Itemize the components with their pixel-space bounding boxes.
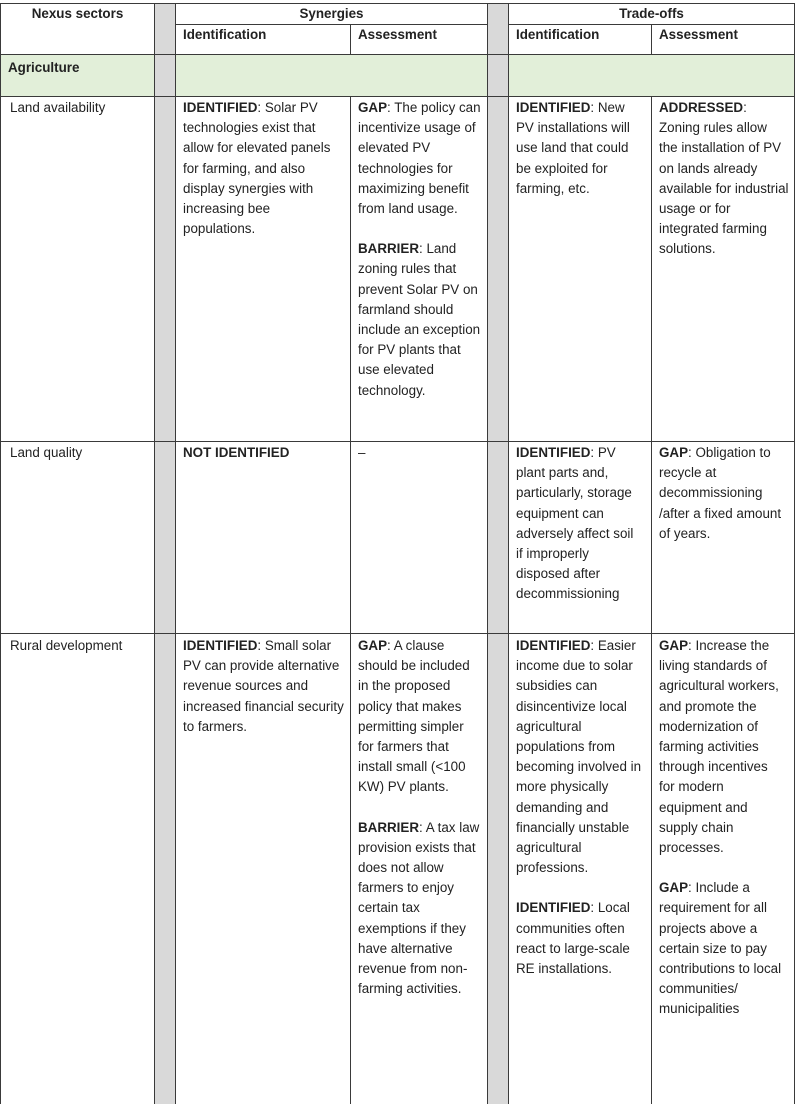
header-tr-assessment: Assessment [659, 27, 738, 42]
cell-tag: BARRIER [358, 241, 420, 257]
rule-after-row-1 [0, 441, 795, 442]
row-2-tr-assessment [659, 443, 789, 544]
cell-tag: ADDRESSED [659, 100, 744, 115]
cell-text: : Solar PV technologies exist that allow for elevated panels for farming, and also display synergies with increasing bee populations. [183, 100, 331, 237]
header-tr-identification: Identification [516, 27, 600, 42]
row-2-syn-assessment [358, 443, 484, 463]
header-syn-assessment: Assessment [358, 27, 437, 42]
cell-tag: GAP [358, 100, 388, 115]
row-3-syn-identification [183, 636, 345, 737]
rule-v-tr-mid [651, 24, 652, 55]
cell-text: : New PV installations will use land that could be exploited for farming, etc. [516, 100, 630, 196]
cell-paragraph [659, 98, 789, 260]
rule-v-syn-mid-2 [350, 96, 351, 1104]
row-3-syn-assessment [358, 636, 480, 999]
cell-tag: IDENTIFIED [516, 445, 591, 460]
cell-paragraph [358, 818, 480, 1000]
cell-tag: IDENTIFIED [516, 900, 591, 916]
cell-paragraph [516, 636, 642, 878]
cell-tag: IDENTIFIED [516, 100, 591, 115]
cell-text: : A tax law provision exists that does not allow farmers to enjoy certain tax exemptions if they have alternative revenue from non-farming activities. [358, 819, 480, 997]
cell-paragraph [183, 98, 345, 239]
rule-v-tr-mid-2 [651, 96, 652, 1104]
header-syn-identification: Identification [183, 27, 267, 42]
rule-v-sep2a [487, 3, 488, 1104]
row-3-tr-identification [516, 636, 642, 979]
cell-paragraph [183, 636, 345, 737]
cell-paragraph [516, 443, 636, 605]
rule-after-row-2 [0, 633, 795, 634]
row-2-sector: Land quality [10, 445, 83, 460]
section-agriculture: Agriculture [8, 60, 80, 75]
cell-tag: GAP [659, 880, 689, 896]
row-2-syn-identification [183, 443, 345, 463]
separator-column-left [154, 3, 175, 1104]
cell-tag: IDENTIFIED [516, 638, 591, 653]
cell-tag: GAP [659, 638, 689, 653]
cell-text: : Easier income due to solar subsidies can disincentivize local agricultural populations from becoming involved in more physically demanding and financially unstable agricultural professions. [516, 638, 642, 876]
row-3-sector: Rural development [10, 638, 123, 653]
cell-text: : PV plant parts and, particularly, storage equipment can adversely affect soil if improperly disposed after decommissioning [516, 445, 634, 602]
cell-paragraph [659, 878, 787, 1019]
cell-tag: GAP [659, 445, 689, 460]
cell-text: : Increase the living standards of agricultural workers, and promote the modernization of farming activities through incentives for modern equipment and supply chain processes. [659, 638, 779, 856]
row-1-syn-identification [183, 98, 345, 239]
rule-after-section [0, 96, 795, 97]
rule-v-sep2b [508, 3, 509, 1104]
header-tradeoffs: Trade-offs [619, 6, 684, 21]
rule-v-sep1a [154, 3, 155, 1104]
cell-tag: IDENTIFIED [183, 100, 258, 115]
row-1-syn-assessment [358, 98, 484, 401]
cell-paragraph [358, 239, 484, 401]
section-band-3 [509, 55, 794, 96]
cell-paragraph [516, 98, 646, 199]
cell-paragraph [358, 98, 484, 219]
cell-tag: IDENTIFIED [183, 638, 258, 653]
section-band-2 [176, 55, 487, 96]
cell-text: : Land zoning rules that prevent Solar PV on farmland should include an exception for PV plants that use elevated technology. [358, 241, 481, 398]
cell-tag: BARRIER [358, 819, 420, 835]
cell-text: : A clause should be included in the proposed policy that makes permitting simpler for farmers that install small (<100 KW) PV plants. [358, 638, 470, 795]
cell-text: : Include a requirement for all projects above a certain size to pay contributions to local communities/ municipalities [659, 880, 782, 1017]
cell-paragraph [516, 898, 642, 979]
row-1-tr-identification [516, 98, 646, 199]
row-1-sector: Land availability [10, 100, 106, 115]
cell-text: : Small solar PV can provide alternative revenue sources and increased financial security to farmers. [183, 638, 344, 734]
cell-paragraph [358, 443, 484, 463]
cell-text: : Local communities often react to large-scale RE installations. [516, 900, 630, 977]
cell-text: : Obligation to recycle at decommissioning /after a fixed amount of years. [659, 445, 782, 541]
rule-v-sep1b [175, 3, 176, 1104]
cell-paragraph [358, 636, 480, 798]
cell-paragraph [183, 443, 345, 463]
cell-paragraph [659, 636, 787, 858]
rule-after-header [0, 54, 795, 55]
separator-column-right [487, 3, 508, 1104]
header-nexus-sectors: Nexus sectors [31, 6, 124, 21]
cell-text: : Zoning rules allow the installation of PV on lands already available for industrial usage or for integrated farming solutions. [659, 100, 789, 257]
cell-tag: GAP [358, 638, 388, 653]
cell-paragraph [659, 443, 789, 544]
header-synergies: Synergies [299, 6, 364, 21]
row-1-tr-assessment [659, 98, 789, 260]
cell-tag: NOT IDENTIFIED [183, 445, 290, 460]
rule-v-left [0, 3, 1, 1104]
cell-text: – [358, 445, 366, 460]
rule-v-syn-mid [350, 24, 351, 55]
row-3-tr-assessment [659, 636, 787, 1020]
row-2-tr-identification [516, 443, 636, 605]
cell-text: : The policy can incentivize usage of elevated PV technologies for maximizing benefit from land usage. [358, 100, 481, 217]
